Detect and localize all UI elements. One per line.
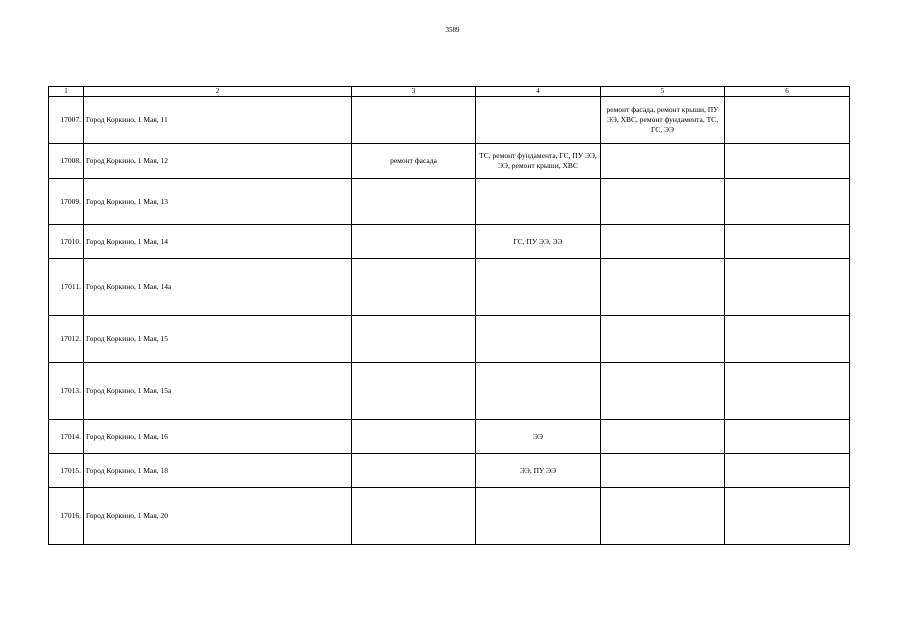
cell-col-5: [601, 259, 725, 316]
cell-number: 17007.: [49, 97, 84, 144]
table-row: [49, 363, 850, 420]
cell-col-3: [352, 259, 476, 316]
header-row: [49, 87, 850, 97]
cell-address: Город Коркино, 1 Мая, 15: [84, 316, 352, 363]
cell-address: Город Коркино, 1 Мая, 13: [84, 179, 352, 225]
cell-col-6: [725, 144, 850, 179]
cell-number: 17009.: [49, 179, 84, 225]
table-row: [49, 144, 850, 179]
cell-number: 17016.: [49, 488, 84, 545]
cell-col-4: ЭЭ: [476, 420, 601, 454]
data-table: [48, 86, 850, 545]
cell-number: 17015.: [49, 454, 84, 488]
cell-address: Город Коркино, 1 Мая, 20: [84, 488, 352, 545]
cell-number: 17012.: [49, 316, 84, 363]
cell-col-6: [725, 420, 850, 454]
cell-col-4: ТС, ремонт фундамента, ГС, ПУ ЭЭ, ЭЭ, ремонт крыши, ХВС: [476, 144, 601, 179]
cell-number: 17011.: [49, 259, 84, 316]
cell-col-6: [725, 179, 850, 225]
cell-col-6: [725, 316, 850, 363]
header-col-2: 2: [84, 87, 352, 97]
cell-col-5: ремонт фасада, ремонт крыши, ПУ ЭЭ, ХВС, ремонт фундамента, ТС, ГС, ЭЭ: [601, 97, 725, 144]
cell-col-5: [601, 363, 725, 420]
cell-col-3: ремонт фасада: [352, 144, 476, 179]
cell-col-4: [476, 97, 601, 144]
cell-col-3: [352, 97, 476, 144]
cell-address: Город Коркино, 1 Мая, 18: [84, 454, 352, 488]
cell-col-3: [352, 488, 476, 545]
table-row: [49, 454, 850, 488]
cell-col-5: [601, 488, 725, 545]
header-col-4: 4: [476, 87, 601, 97]
cell-col-3: [352, 316, 476, 363]
table-row: [49, 179, 850, 225]
cell-address: Город Коркино, 1 Мая, 14: [84, 225, 352, 259]
table-row: [49, 97, 850, 144]
header-col-6: 6: [725, 87, 850, 97]
cell-col-4: ЭЭ, ПУ ЭЭ: [476, 454, 601, 488]
cell-number: 17014.: [49, 420, 84, 454]
cell-address: Город Коркино, 1 Мая, 16: [84, 420, 352, 454]
cell-address: Город Коркино, 1 Мая, 14а: [84, 259, 352, 316]
cell-col-6: [725, 225, 850, 259]
cell-col-6: [725, 454, 850, 488]
cell-col-5: [601, 225, 725, 259]
cell-col-3: [352, 454, 476, 488]
header-col-5: 5: [601, 87, 725, 97]
cell-col-5: [601, 179, 725, 225]
cell-col-3: [352, 363, 476, 420]
cell-col-3: [352, 179, 476, 225]
table-row: [49, 259, 850, 316]
cell-col-5: [601, 316, 725, 363]
cell-col-4: [476, 316, 601, 363]
cell-col-4: ГС, ПУ ЭЭ, ЭЭ: [476, 225, 601, 259]
cell-col-5: [601, 144, 725, 179]
cell-col-5: [601, 420, 725, 454]
cell-col-6: [725, 363, 850, 420]
table-row: [49, 488, 850, 545]
cell-number: 17008.: [49, 144, 84, 179]
cell-col-4: [476, 488, 601, 545]
table-row: [49, 225, 850, 259]
cell-col-4: [476, 179, 601, 225]
cell-col-6: [725, 259, 850, 316]
cell-address: Город Коркино, 1 Мая, 12: [84, 144, 352, 179]
cell-col-6: [725, 97, 850, 144]
cell-col-4: [476, 259, 601, 316]
page-number: 3589: [445, 26, 460, 34]
header-col-3: 3: [352, 87, 476, 97]
table-row: [49, 316, 850, 363]
cell-number: 17013.: [49, 363, 84, 420]
cell-col-6: [725, 488, 850, 545]
cell-address: Город Коркино, 1 Мая, 15а: [84, 363, 352, 420]
table-row: [49, 420, 850, 454]
cell-col-3: [352, 225, 476, 259]
header-col-1: 1: [49, 87, 84, 97]
cell-col-3: [352, 420, 476, 454]
cell-number: 17010.: [49, 225, 84, 259]
cell-col-4: [476, 363, 601, 420]
cell-col-5: [601, 454, 725, 488]
cell-address: Город Коркино, 1 Мая, 11: [84, 97, 352, 144]
